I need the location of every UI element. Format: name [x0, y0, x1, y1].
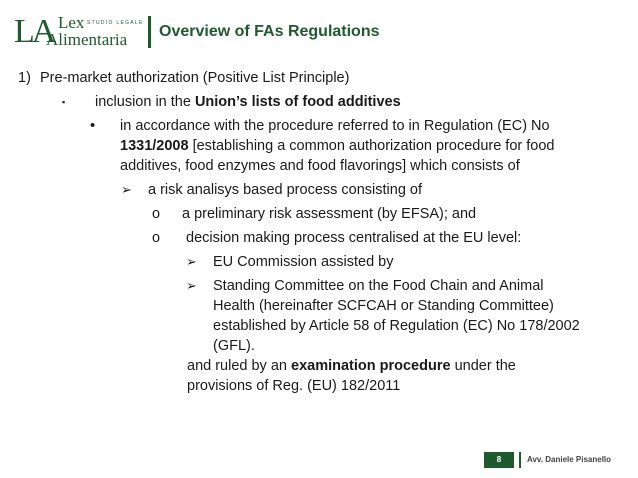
- arrow-bullet-icon: ➢: [186, 278, 197, 293]
- closing-line-1: and ruled by an examination procedure under the: [187, 358, 516, 374]
- title-divider: [148, 16, 151, 48]
- circle-bullet-icon: o: [152, 206, 161, 222]
- item-standing-committee-line-4: (GFL).: [213, 338, 255, 354]
- item-risk-analysis: a risk analisys based process consisting of: [148, 182, 423, 198]
- logo-alimentaria: Alimentaria: [46, 30, 128, 49]
- lex-alimentaria-logo: [14, 14, 142, 50]
- logo-studio-legale: STUDIO LEGALE: [87, 20, 144, 26]
- slide-title: Overview of FAs Regulations: [159, 23, 380, 40]
- logo-monogram: LA: [14, 13, 54, 50]
- item-union-lists: inclusion in the Union’s lists of food additives: [95, 94, 401, 110]
- item-eu-commission: EU Commission assisted by: [213, 254, 394, 270]
- item-procedure-line-1: in accordance with the procedure referred to in Regulation (EC) No: [120, 118, 550, 134]
- item-standing-committee-line-3: established by Article 58 of Regulation (EC) No 178/2002: [213, 318, 580, 334]
- author-name: Avv. Daniele Pisanello: [527, 455, 612, 464]
- item-standing-committee-line-2: Health (hereinafter SCFCAH or Standing Committee): [213, 298, 554, 314]
- page-number: 8: [484, 452, 514, 468]
- item-standing-committee-line-1: Standing Committee on the Food Chain and Animal: [213, 278, 544, 294]
- round-bullet-icon: •: [90, 118, 96, 134]
- circle-bullet-icon: o: [152, 230, 161, 246]
- item-pre-market-authorization: Pre-market authorization (Positive List Principle): [40, 70, 350, 86]
- footer-divider: [519, 452, 521, 468]
- item-preliminary-assessment: a preliminary risk assessment (by EFSA); and: [182, 206, 477, 222]
- arrow-bullet-icon: ➢: [121, 182, 132, 197]
- arrow-bullet-icon: ➢: [186, 254, 197, 269]
- closing-line-2: provisions of Reg. (EU) 182/2011: [187, 378, 401, 394]
- item-procedure-line-3: additives, food enzymes and food flavorings] which consists of: [120, 158, 520, 174]
- item-procedure-line-2: 1331/2008 [establishing a common authorization procedure for food: [120, 138, 555, 154]
- numbered-marker: 1): [18, 70, 31, 86]
- item-decision-making: decision making process centralised at the EU level:: [186, 230, 522, 246]
- logo-lex: Lex: [58, 13, 85, 32]
- square-bullet-icon: ▪: [62, 97, 66, 107]
